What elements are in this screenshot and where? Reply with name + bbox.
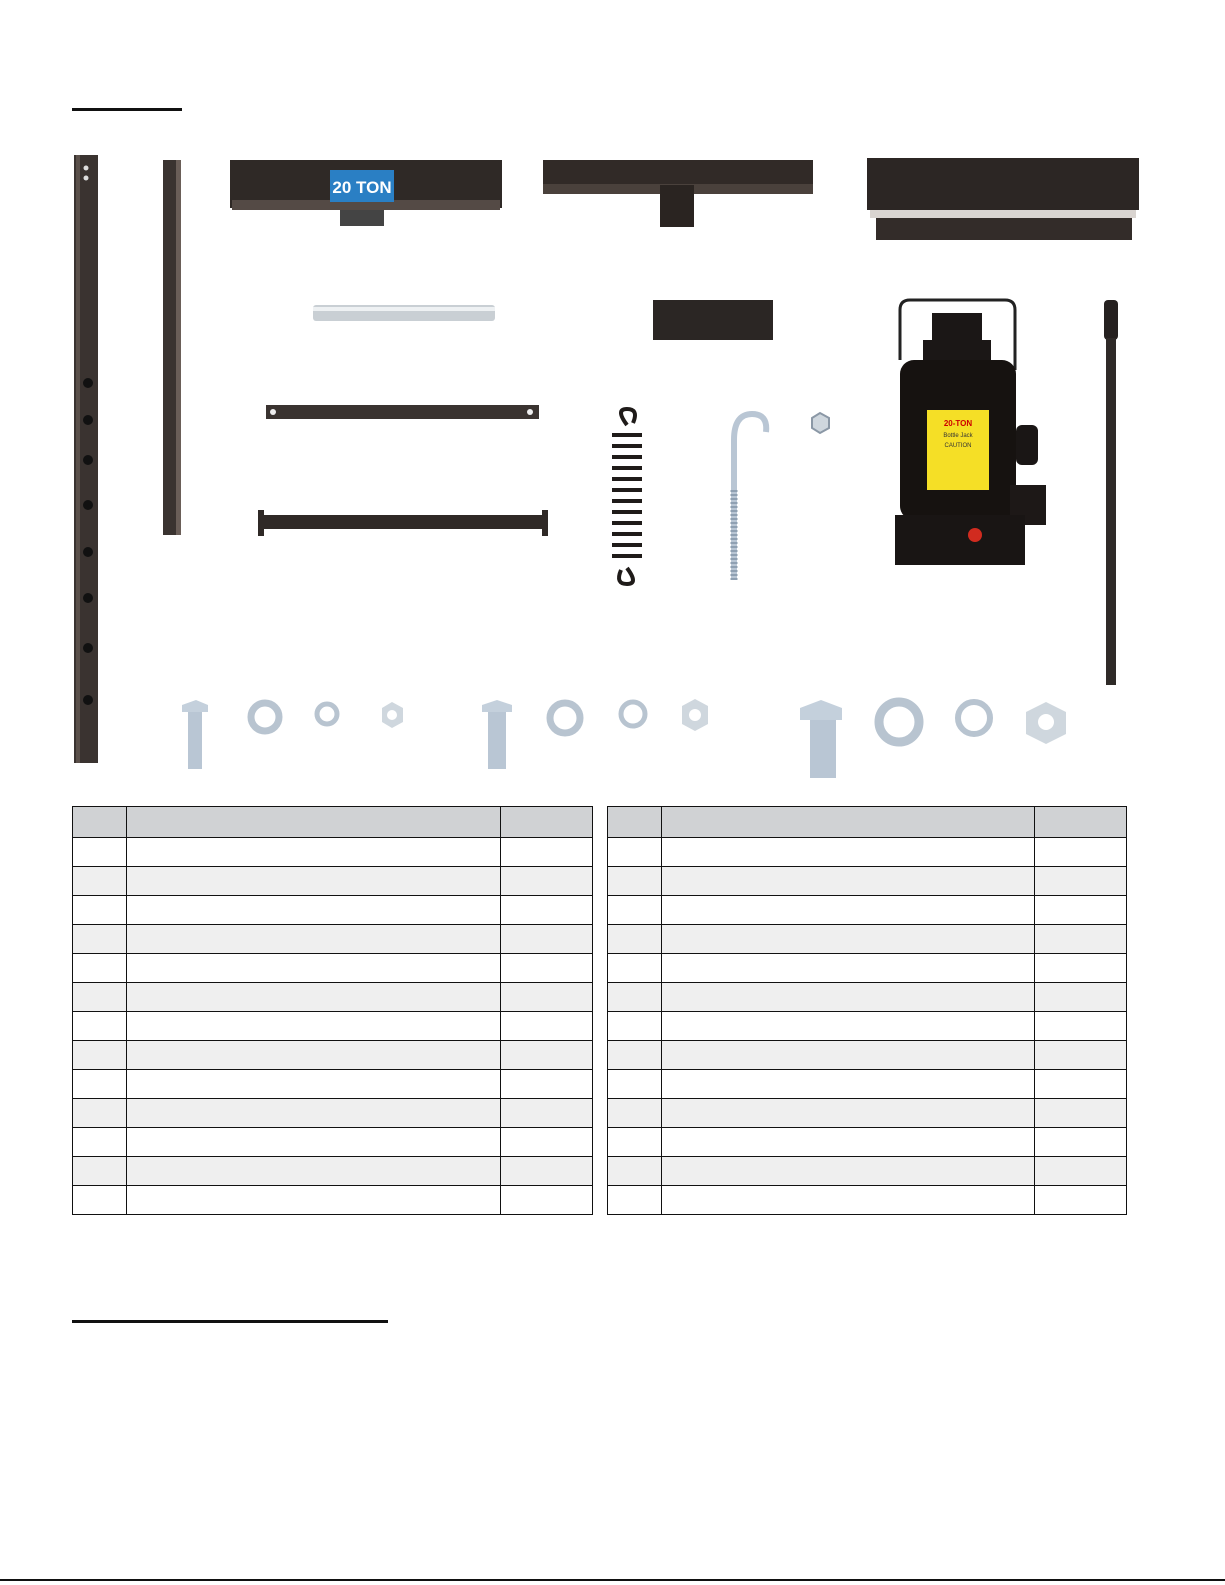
col-header-no [73,807,127,838]
part-number-cell [608,867,662,896]
bolt-set-large [800,700,1066,778]
part-qty-cell [501,983,593,1012]
part-qty-cell [1035,983,1127,1012]
col-header-qty [501,807,593,838]
parts-photo [0,140,1225,780]
jack-handle [1104,300,1118,685]
table-row [608,896,1127,925]
part-number-cell [73,1157,127,1186]
table-row [608,954,1127,983]
part-number-cell [608,1099,662,1128]
part-number-cell [608,838,662,867]
section-heading-underline [72,108,182,111]
part-description-cell [662,1012,1035,1041]
part-description-cell [662,1099,1035,1128]
part-qty-cell [501,1099,593,1128]
part-qty-cell [501,954,593,983]
part-description-cell [127,983,501,1012]
col-header-no [608,807,662,838]
part-description-cell [127,867,501,896]
table-row [73,1041,593,1070]
footer-rule [0,1579,1225,1581]
part-number-cell [73,983,127,1012]
hook-bolt [734,414,766,580]
part-number-cell [608,1157,662,1186]
part-number-cell [73,1186,127,1215]
table-row [608,1041,1127,1070]
part-qty-cell [1035,896,1127,925]
part-qty-cell [501,925,593,954]
part-description-cell [662,867,1035,896]
bolt-set-medium [482,699,708,769]
part-number-cell [608,1128,662,1157]
col-header-description [662,807,1035,838]
table-row [73,925,593,954]
part-description-cell [127,1012,501,1041]
part-number-cell [73,925,127,954]
parts-table-left [72,806,593,1215]
jack-label-20ton: 20 TON [332,178,392,197]
part-number-cell [608,1041,662,1070]
bottle-jack [895,300,1046,565]
second-heading-underline [72,1320,388,1323]
part-qty-cell [501,1128,593,1157]
table-row [608,983,1127,1012]
part-description-cell [127,1157,501,1186]
table-row [608,1099,1127,1128]
part-description-cell [662,1157,1035,1186]
part-description-cell [662,1070,1035,1099]
part-number-cell [73,1070,127,1099]
part-description-cell [662,838,1035,867]
part-number-cell [73,1041,127,1070]
part-description-cell [127,838,501,867]
part-qty-cell [501,1186,593,1215]
upright-angle [163,160,181,535]
part-qty-cell [1035,1128,1127,1157]
part-description-cell [127,1070,501,1099]
table-row [73,1157,593,1186]
part-number-cell [73,1128,127,1157]
part-qty-cell [1035,954,1127,983]
part-description-cell [127,1186,501,1215]
part-description-cell [127,1099,501,1128]
small-nut [812,413,829,433]
part-qty-cell [1035,1186,1127,1215]
section-heading [72,80,182,106]
table-row [608,867,1127,896]
part-qty-cell [1035,867,1127,896]
table-row [608,1186,1127,1215]
table-row [608,1070,1127,1099]
table-row [608,925,1127,954]
part-description-cell [127,954,501,983]
part-qty-cell [1035,1070,1127,1099]
part-number-cell [73,1012,127,1041]
part-number-cell [608,983,662,1012]
top-beam [230,160,502,226]
table-row [73,1099,593,1128]
part-number-cell [608,925,662,954]
part-description-cell [662,1186,1035,1215]
col-header-description [127,807,501,838]
part-qty-cell [501,838,593,867]
table-row [73,1012,593,1041]
part-description-cell [127,896,501,925]
part-description-cell [127,925,501,954]
table-row [608,838,1127,867]
part-description-cell [662,1128,1035,1157]
jack-sticker-title: 20-TON [943,419,973,428]
return-spring [612,409,642,584]
bed-channel [867,158,1139,240]
table-row [608,1157,1127,1186]
table-row [73,838,593,867]
part-number-cell [608,1070,662,1099]
bolt-set-small [182,700,403,769]
part-number-cell [73,867,127,896]
part-number-cell [73,838,127,867]
table-row [73,896,593,925]
part-description-cell [127,1128,501,1157]
part-description-cell [662,925,1035,954]
table-row [608,1128,1127,1157]
part-qty-cell [501,867,593,896]
parts-table-right [607,806,1127,1215]
part-number-cell [608,954,662,983]
part-number-cell [608,1012,662,1041]
part-qty-cell [1035,1012,1127,1041]
part-qty-cell [1035,838,1127,867]
part-description-cell [127,1041,501,1070]
table-row [73,1186,593,1215]
table-row [73,1070,593,1099]
flat-bar-2 [258,515,548,529]
part-qty-cell [1035,1041,1127,1070]
part-number-cell [73,1099,127,1128]
press-block [653,300,773,340]
part-qty-cell [501,1070,593,1099]
part-qty-cell [1035,1099,1127,1128]
upright-post-left [74,155,98,763]
part-description-cell [662,983,1035,1012]
part-number-cell [73,896,127,925]
part-number-cell [608,1186,662,1215]
part-description-cell [662,896,1035,925]
table-row [73,1128,593,1157]
press-ram-beam [543,160,813,227]
part-qty-cell [1035,1157,1127,1186]
table-row [73,867,593,896]
table-row [73,954,593,983]
part-number-cell [73,954,127,983]
flat-bar-1 [266,405,539,419]
jack-sticker-caution: CAUTION [944,443,972,449]
second-heading [72,1290,388,1316]
part-qty-cell [501,1157,593,1186]
part-description-cell [662,1041,1035,1070]
col-header-qty [1035,807,1127,838]
part-qty-cell [501,1041,593,1070]
jack-sticker-sub: Bottle Jack [943,433,973,439]
table-row [608,1012,1127,1041]
part-number-cell [608,896,662,925]
part-qty-cell [501,1012,593,1041]
table-row [73,983,593,1012]
part-qty-cell [1035,925,1127,954]
part-qty-cell [501,896,593,925]
part-description-cell [662,954,1035,983]
